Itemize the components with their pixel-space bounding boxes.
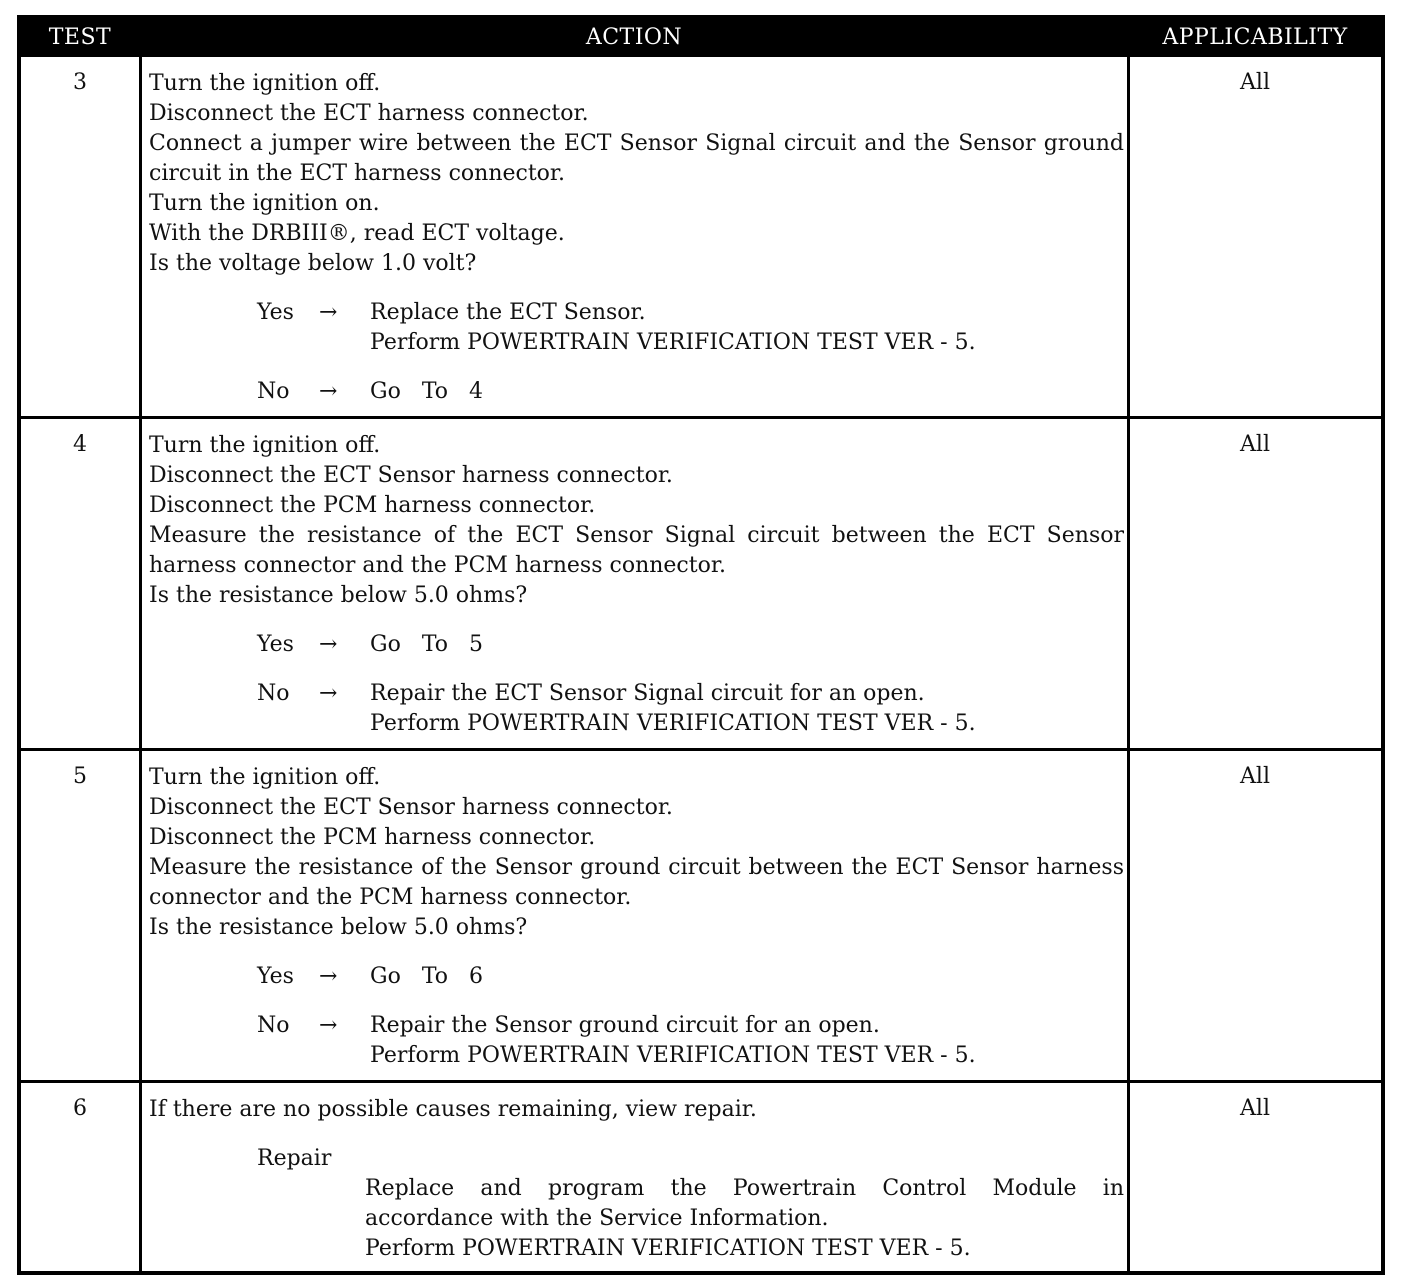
yes-text: Replace the ECT Sensor. — [370, 300, 646, 325]
arrow-icon: → — [319, 300, 338, 325]
step-text: Connect a jumper wire between the ECT Sensor Signal circuit and the Sensor ground circuit in the ECT harness connector. — [149, 131, 1124, 186]
goto-text: Go To 4 — [370, 379, 484, 404]
step-text: Turn the ignition on. — [149, 191, 380, 216]
arrow-icon: → — [319, 681, 338, 706]
repair-label: Repair — [257, 1146, 332, 1171]
row-divider — [21, 748, 1381, 751]
step-text: Is the resistance below 5.0 ohms? — [149, 583, 528, 608]
step-text: Disconnect the PCM harness connector. — [149, 825, 596, 850]
row-divider — [21, 416, 1381, 419]
column-divider — [1127, 57, 1130, 1271]
no-text: Perform POWERTRAIN VERIFICATION TEST VER - 5. — [370, 711, 976, 736]
action-cell — [149, 69, 1124, 407]
step-text: Disconnect the ECT Sensor harness connector. — [149, 463, 673, 488]
header-test: TEST — [48, 25, 112, 50]
no-result — [149, 679, 1124, 709]
test-number: 4 — [73, 432, 87, 457]
column-divider — [139, 57, 142, 1271]
applicability-value: All — [1240, 70, 1270, 95]
header-applicability: APPLICABILITY — [1162, 25, 1348, 50]
arrow-icon: → — [319, 632, 338, 657]
step-text: Is the resistance below 5.0 ohms? — [149, 915, 528, 940]
yes-result — [149, 962, 1124, 992]
step-text: Turn the ignition off. — [149, 765, 381, 790]
arrow-icon: → — [319, 379, 338, 404]
step-text: Turn the ignition off. — [149, 433, 381, 458]
table-header — [21, 19, 1381, 57]
arrow-icon: → — [319, 1013, 338, 1038]
arrow-icon: → — [319, 964, 338, 989]
repair-perform: Perform POWERTRAIN VERIFICATION TEST VER - 5. — [365, 1236, 971, 1261]
no-text: Repair the Sensor ground circuit for an open. — [370, 1013, 880, 1038]
no-result-continued — [149, 1041, 1124, 1071]
yes-label: Yes — [257, 964, 294, 989]
step-text: Disconnect the PCM harness connector. — [149, 493, 596, 518]
test-number: 3 — [73, 70, 87, 95]
goto-text: Go To 6 — [370, 964, 484, 989]
yes-text: Perform POWERTRAIN VERIFICATION TEST VER - 5. — [370, 330, 976, 355]
no-text: Repair the ECT Sensor Signal circuit for an open. — [370, 681, 925, 706]
test-number: 6 — [73, 1096, 87, 1121]
step-text: Measure the resistance of the Sensor ground circuit between the ECT Sensor harness connector and the PCM harness connector. — [149, 855, 1124, 910]
step-text: Disconnect the ECT Sensor harness connector. — [149, 795, 673, 820]
test-action-table — [17, 15, 1385, 1275]
no-label: No — [257, 681, 290, 706]
goto-text: Go To 5 — [370, 632, 484, 657]
step-text: Disconnect the ECT harness connector. — [149, 101, 589, 126]
no-result — [149, 1011, 1124, 1041]
row-divider — [21, 1080, 1381, 1083]
yes-label: Yes — [257, 300, 294, 325]
action-cell — [149, 1095, 1124, 1264]
no-label: No — [257, 379, 290, 404]
step-text: If there are no possible causes remaining, view repair. — [149, 1097, 757, 1122]
action-cell — [149, 763, 1124, 1071]
step-text: Measure the resistance of the ECT Sensor Signal circuit between the ECT Sensor harness connector and the PCM harness connector. — [149, 523, 1124, 578]
yes-result — [149, 630, 1124, 660]
step-text: With the DRBIII®, read ECT voltage. — [149, 221, 565, 246]
step-text: Is the voltage below 1.0 volt? — [149, 251, 477, 276]
action-cell — [149, 431, 1124, 739]
repair-text: Replace and program the Powertrain Control Module in accordance with the Service Information. — [365, 1176, 1124, 1231]
no-text: Perform POWERTRAIN VERIFICATION TEST VER - 5. — [370, 1043, 976, 1068]
step-text: Turn the ignition off. — [149, 71, 381, 96]
yes-result-continued — [149, 328, 1124, 358]
no-result — [149, 377, 1124, 407]
no-result-continued — [149, 709, 1124, 739]
yes-result — [149, 298, 1124, 328]
yes-label: Yes — [257, 632, 294, 657]
header-action: ACTION — [585, 25, 683, 50]
no-label: No — [257, 1013, 290, 1038]
test-number: 5 — [73, 764, 87, 789]
applicability-value: All — [1240, 1096, 1270, 1121]
applicability-value: All — [1240, 764, 1270, 789]
applicability-value: All — [1240, 432, 1270, 457]
